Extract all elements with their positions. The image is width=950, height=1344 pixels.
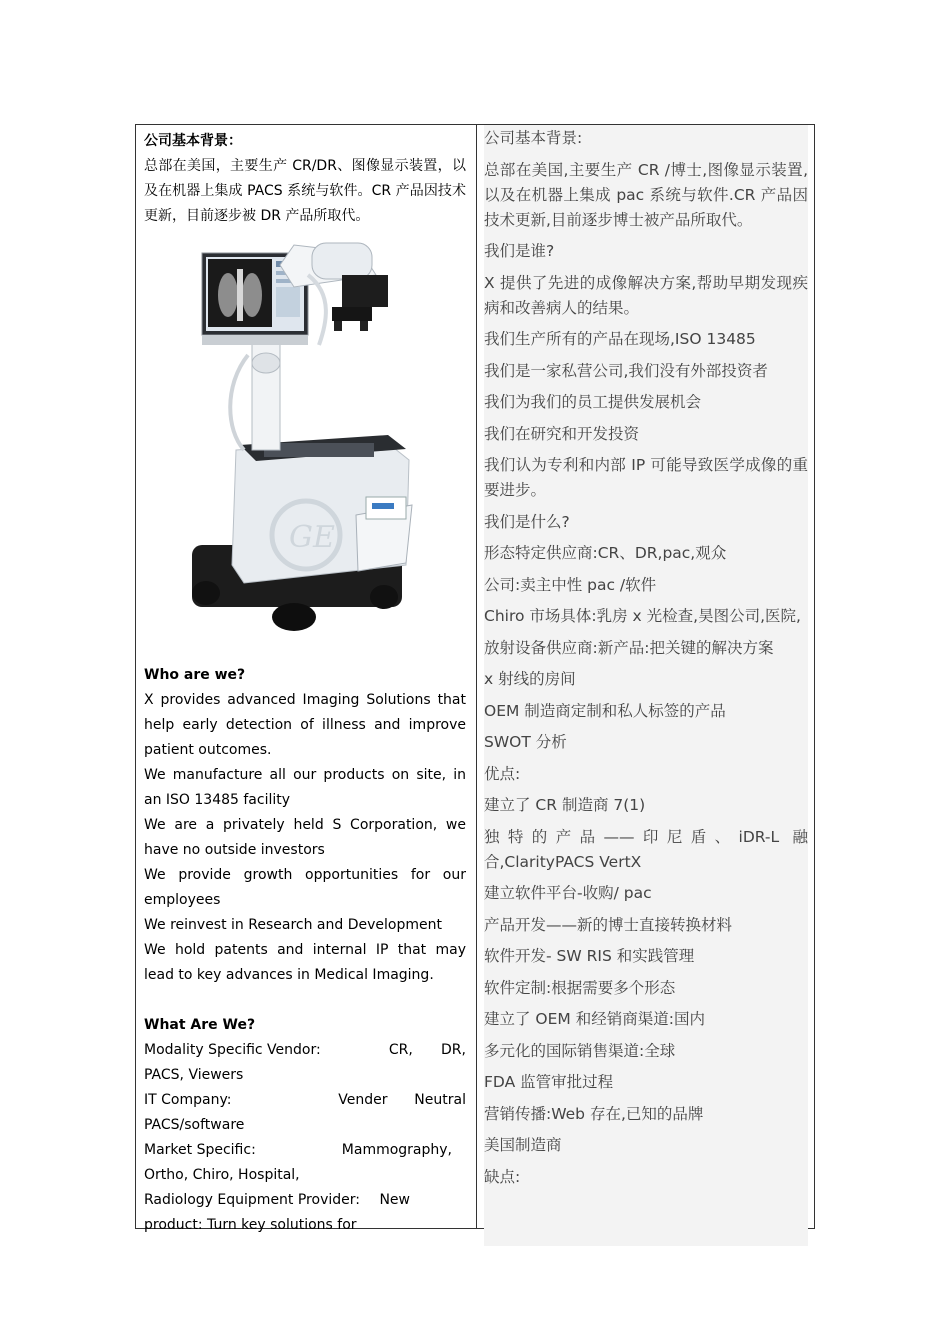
- translation-line: OEM 制造商定制和私人标签的产品: [484, 701, 726, 720]
- translation-line: 我们是什么?: [484, 512, 570, 531]
- translation-line: 我们是谁?: [484, 242, 555, 260]
- translation-line: 多元化的国际销售渠道:全球: [484, 1041, 676, 1060]
- who-item: We provide growth opportunities for our employees: [144, 867, 466, 908]
- what-item-label: Market Specific:: [144, 1142, 256, 1158]
- xray-machine-illustration: [144, 235, 466, 655]
- translation-line: 公司基本背景:: [484, 129, 583, 147]
- translation-line: 美国制造商: [484, 1136, 562, 1154]
- translation-line: 软件开发- SW RIS 和实践管理: [484, 947, 695, 965]
- what-item-value: Vender: [338, 1092, 388, 1108]
- translation-line: 独特的产品——印尼盾、iDR-L 融合,ClarityPACS VertX: [484, 827, 808, 871]
- translation-line: 软件定制:根据需要多个形态: [484, 978, 676, 997]
- what-item: [144, 1088, 466, 1138]
- spacer: [144, 988, 466, 1013]
- translation-line: 优点:: [484, 764, 521, 783]
- translation-line: 我们为我们的员工提供发展机会: [484, 393, 702, 411]
- what-item: [144, 1138, 466, 1188]
- right-column-translation: [484, 125, 808, 1246]
- translation-line: FDA 监管审批过程: [484, 1073, 614, 1091]
- what-item-label: Modality Specific Vendor:: [144, 1042, 321, 1058]
- two-column-table: [135, 124, 815, 1233]
- translation-line: 总部在美国,主要生产 CR /博士,图像显示装置,以及在机器上集成 pac 系统与软件.CR 产品因技术更新,目前逐步博士被产品所取代。: [484, 160, 808, 229]
- what-item-rest: PACS, Viewers: [144, 1067, 244, 1083]
- what-item-label: Radiology Equipment Provider:: [144, 1192, 360, 1208]
- what-item-rest: PACS/software: [144, 1117, 245, 1133]
- who-title: Who are we?: [144, 667, 246, 683]
- translation-line: x 射线的房间: [484, 670, 576, 688]
- translation-line: 缺点:: [484, 1167, 521, 1186]
- who-item: We reinvest in Research and Development: [144, 917, 442, 933]
- ge-logo-text: GE: [289, 520, 335, 555]
- translation-line: 建立了 OEM 和经销商渠道:国内: [484, 1010, 705, 1028]
- left-column: [144, 129, 466, 1238]
- translation-line: 建立了 CR 制造商 7(1): [484, 796, 646, 814]
- who-item: X provides advanced Imaging Solutions that help early detection of illness and improve patient outcomes.: [144, 692, 466, 758]
- translation-line: 我们认为专利和内部 IP 可能导致医学成像的重要进步。: [484, 456, 808, 499]
- what-item-value: CR,: [388, 1042, 413, 1058]
- what-item-rest: product: Turn key solutions for: [144, 1217, 357, 1233]
- what-item: [144, 1038, 466, 1088]
- what-item: [144, 1188, 466, 1238]
- who-item: We manufacture all our products on site, in an ISO 13485 facility: [144, 767, 466, 808]
- what-item-rest: Ortho, Chiro, Hospital,: [144, 1167, 300, 1183]
- translation-line: 产品开发——新的博士直接转换材料: [484, 915, 733, 934]
- what-item-value: New: [379, 1192, 410, 1208]
- what-item-value: DR,: [441, 1042, 466, 1058]
- translation-line: 我们是一家私营公司,我们没有外部投资者: [484, 361, 768, 380]
- what-item-label: IT Company:: [144, 1092, 232, 1108]
- who-item: We hold patents and internal IP that may lead to key advances in Medical Imaging.: [144, 942, 466, 983]
- translation-line: 我们生产所有的产品在现场,ISO 13485: [484, 330, 756, 348]
- translation-line: 建立软件平台-收购/ pac: [484, 884, 652, 902]
- background-title: 公司基本背景：: [144, 133, 242, 149]
- translation-line: 营销传播:Web 存在,已知的品牌: [484, 1104, 704, 1123]
- what-item-value: Neutral: [414, 1092, 466, 1108]
- translation-line: Chiro 市场具体:乳房 x 光检查,昊图公司,医院,: [484, 607, 801, 625]
- translation-line: 形态特定供应商:CR、DR,pac,观众: [484, 544, 727, 562]
- translation-line: 我们在研究和开发投资: [484, 424, 640, 443]
- what-title: What Are We?: [144, 1017, 256, 1033]
- translation-line: 放射设备供应商:新产品:把关键的解决方案: [484, 638, 774, 657]
- column-divider: [476, 125, 477, 1228]
- translation-line: X 提供了先进的成像解决方案,帮助早期发现疾病和改善病人的结果。: [484, 273, 808, 317]
- xray-machine-photo: [144, 235, 466, 655]
- translation-line: SWOT 分析: [484, 733, 567, 751]
- what-item-value: Mammography,: [341, 1142, 452, 1158]
- background-text: 总部在美国，主要生产 CR/DR、图像显示装置，以及在机器上集成 PACS 系统与软件。CR 产品因技术更新，目前逐步被 DR 产品所取代。: [144, 158, 466, 224]
- who-item: We are a privately held S Corporation, we have no outside investors: [144, 817, 466, 858]
- translation-line: 公司:卖主中性 pac /软件: [484, 575, 657, 594]
